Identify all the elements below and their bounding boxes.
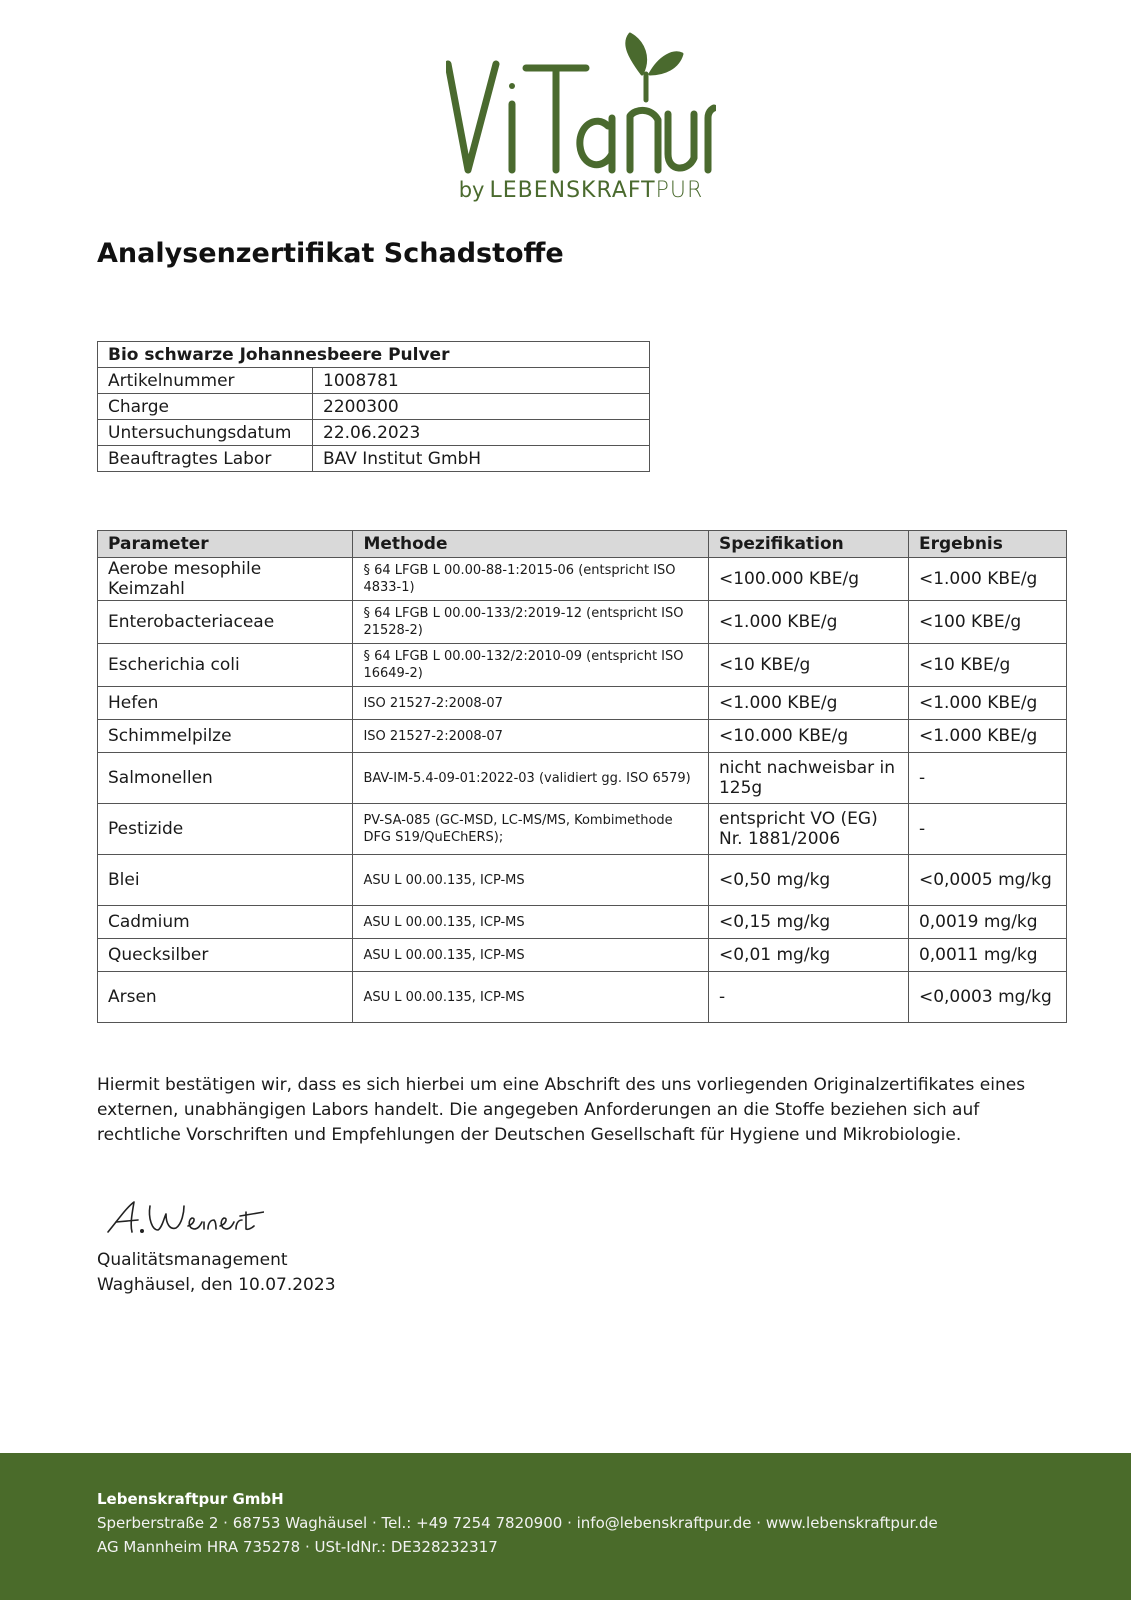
footer-separator: · (367, 1514, 382, 1532)
table-row (98, 855, 1067, 906)
footer-vat: USt-IdNr.: DE328232317 (314, 1538, 498, 1556)
table-row (98, 972, 1067, 1023)
cell-result: 0,0011 mg/kg (908, 939, 1066, 972)
info-value: 2200300 (313, 394, 650, 420)
cell-method: § 64 LFGB L 00.00-133/2:2019-12 (entspricht ISO 21528-2) (353, 601, 709, 644)
table-row (98, 804, 1067, 855)
vitanur-logo-icon (446, 30, 716, 180)
footer-separator: · (562, 1514, 577, 1532)
product-name-row (98, 342, 650, 368)
signature-block (97, 1248, 336, 1298)
footer-separator: · (218, 1514, 233, 1532)
cell-parameter: Arsen (98, 972, 353, 1023)
cell-result: - (908, 804, 1066, 855)
table-row (98, 644, 1067, 687)
cell-spec: <10.000 KBE/g (708, 720, 908, 753)
info-label: Charge (98, 394, 313, 420)
tagline-brand: LEBENSKRAFT (489, 178, 656, 203)
footer-street: Sperberstraße 2 (97, 1514, 219, 1532)
info-value: BAV Institut GmbH (313, 446, 650, 472)
table-row (98, 720, 1067, 753)
cell-result: <0,0005 mg/kg (908, 855, 1066, 906)
product-info-table (97, 341, 650, 472)
footer-address-line (97, 1514, 938, 1532)
cell-result: <10 KBE/g (908, 644, 1066, 687)
footer-separator: · (751, 1514, 766, 1532)
footer-registry-line (97, 1538, 498, 1556)
footer-email: info@lebenskraftpur.de (576, 1514, 752, 1532)
table-row (98, 939, 1067, 972)
cell-parameter: Blei (98, 855, 353, 906)
cell-spec: <100.000 KBE/g (708, 558, 908, 601)
cell-method: § 64 LFGB L 00.00-88-1:2015-06 (entspricht ISO 4833-1) (353, 558, 709, 601)
cell-parameter: Escherichia coli (98, 644, 353, 687)
cell-parameter: Pestizide (98, 804, 353, 855)
page-title: Analysenzertifikat Schadstoffe (97, 238, 564, 269)
results-header-row (98, 531, 1067, 558)
info-label: Beauftragtes Labor (98, 446, 313, 472)
cell-method: ASU L 00.00.135, ICP-MS (353, 972, 709, 1023)
cell-parameter: Salmonellen (98, 753, 353, 804)
table-row (98, 601, 1067, 644)
brand-tagline (446, 178, 716, 203)
info-row (98, 368, 650, 394)
cell-spec: - (708, 972, 908, 1023)
info-label: Untersuchungsdatum (98, 420, 313, 446)
cell-method: ISO 21527-2:2008-07 (353, 687, 709, 720)
cell-result: <1.000 KBE/g (908, 720, 1066, 753)
tagline-by: by (458, 178, 485, 202)
cell-spec: <1.000 KBE/g (708, 687, 908, 720)
cell-spec: <0,01 mg/kg (708, 939, 908, 972)
signature-place-date: Waghäusel, den 10.07.2023 (97, 1275, 336, 1295)
info-row (98, 394, 650, 420)
product-name: Bio schwarze Johannesbeere Pulver (98, 342, 650, 368)
footer-company: Lebenskraftpur GmbH (97, 1490, 284, 1508)
tagline-pur: PUR (655, 178, 704, 203)
cell-method: PV-SA-085 (GC-MSD, LC-MS/MS, Kombimethode DFG S19/QuEChERS); (353, 804, 709, 855)
company-footer (0, 1453, 1131, 1600)
cell-spec: <0,15 mg/kg (708, 906, 908, 939)
cell-method: ASU L 00.00.135, ICP-MS (353, 855, 709, 906)
cell-method: ASU L 00.00.135, ICP-MS (353, 939, 709, 972)
info-row (98, 446, 650, 472)
header-method: Methode (353, 531, 709, 558)
signature-role: Qualitätsmanagement (97, 1250, 288, 1270)
cell-result: <1.000 KBE/g (908, 687, 1066, 720)
cell-method: § 64 LFGB L 00.00-132/2:2010-09 (entspricht ISO 16649-2) (353, 644, 709, 687)
cell-result: <1.000 KBE/g (908, 558, 1066, 601)
cell-parameter: Aerobe mesophile Keimzahl (98, 558, 353, 601)
info-label: Artikelnummer (98, 368, 313, 394)
cell-spec: <10 KBE/g (708, 644, 908, 687)
cell-method: ASU L 00.00.135, ICP-MS (353, 906, 709, 939)
info-value: 1008781 (313, 368, 650, 394)
signature (104, 1198, 264, 1242)
cell-result: <100 KBE/g (908, 601, 1066, 644)
brand-logo (446, 30, 716, 210)
info-value: 22.06.2023 (313, 420, 650, 446)
footer-website: www.lebenskraftpur.de (765, 1514, 938, 1532)
footer-separator: · (300, 1538, 315, 1556)
handwritten-signature-icon (104, 1198, 264, 1238)
cell-result: 0,0019 mg/kg (908, 906, 1066, 939)
cell-parameter: Cadmium (98, 906, 353, 939)
results-table (97, 530, 1067, 1023)
cell-spec: entspricht VO (EG) Nr. 1881/2006 (708, 804, 908, 855)
header-parameter: Parameter (98, 531, 353, 558)
cell-method: ISO 21527-2:2008-07 (353, 720, 709, 753)
cell-method: BAV-IM-5.4-09-01:2022-03 (validiert gg. ISO 6579) (353, 753, 709, 804)
cell-spec: nicht nachweisbar in 125g (708, 753, 908, 804)
table-row (98, 753, 1067, 804)
cell-parameter: Quecksilber (98, 939, 353, 972)
footer-city: 68753 Waghäusel (232, 1514, 368, 1532)
header-result: Ergebnis (908, 531, 1066, 558)
table-row (98, 906, 1067, 939)
table-row (98, 687, 1067, 720)
cell-spec: <0,50 mg/kg (708, 855, 908, 906)
footer-registry: AG Mannheim HRA 735278 (97, 1538, 301, 1556)
cell-spec: <1.000 KBE/g (708, 601, 908, 644)
cell-parameter: Schimmelpilze (98, 720, 353, 753)
cell-result: <0,0003 mg/kg (908, 972, 1066, 1023)
footer-phone: Tel.: +49 7254 7820900 (381, 1514, 563, 1532)
header-specification: Spezifikation (708, 531, 908, 558)
cell-parameter: Enterobacteriaceae (98, 601, 353, 644)
info-row (98, 420, 650, 446)
cell-result: - (908, 753, 1066, 804)
certification-statement: Hiermit bestätigen wir, dass es sich hierbei um eine Abschrift des uns vorliegenden Originalzertifikates eines externen, unabhängigen Labors handelt. Die angegeben Anforderungen an die Stoffe beziehen sich auf rechtliche Vorschriften und Empfehlungen der Deutschen Gesellschaft für Hygiene und Mikrobiologie. (97, 1075, 1026, 1145)
cell-parameter: Hefen (98, 687, 353, 720)
table-row (98, 558, 1067, 601)
